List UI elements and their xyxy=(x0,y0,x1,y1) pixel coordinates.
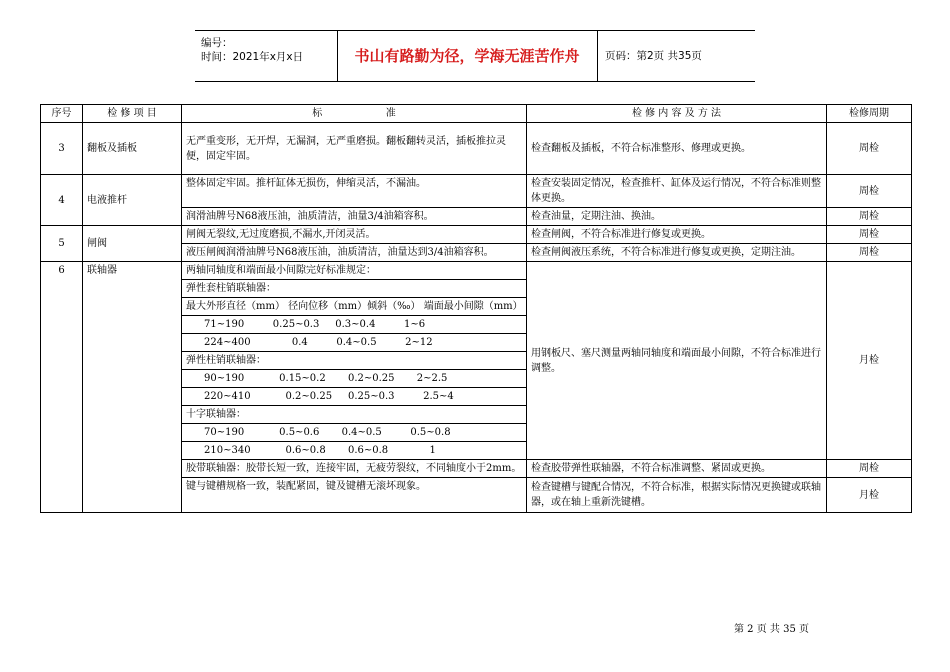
spec-line: 弹性柱销联轴器： xyxy=(182,352,527,370)
table-row xyxy=(41,262,912,280)
row-standard: 整体固定牢固。推杆缸体无损伤，伸缩灵活，不漏油。 xyxy=(182,175,527,208)
col-header-method: 检 修 内 容 及 方 法 xyxy=(527,105,827,123)
row-method: 检查油量，定期注油、换油。 xyxy=(527,208,827,226)
table-row xyxy=(41,226,912,244)
row-cycle: 周检 xyxy=(827,208,912,226)
time-label: 时间：2021年x月x日 xyxy=(201,51,304,63)
row-item: 翻板及插板 xyxy=(83,123,182,175)
col-header-no: 序号 xyxy=(41,105,83,123)
row-standard: 液压闸阀润滑油牌号N68液压油，油质清洁，油量达到3/4油箱容积。 xyxy=(182,244,527,262)
spec-line: 两轴同轴度和端面最小间隙完好标准规定： xyxy=(182,262,527,280)
row-no: 6 xyxy=(41,262,83,513)
row-method: 检查安装固定情况，检查推杆、缸体及运行情况，不符合标准则整体更换。 xyxy=(527,175,827,208)
row-item: 电液推杆 xyxy=(83,175,182,226)
row-cycle: 周检 xyxy=(827,175,912,208)
header-motto: 书山有路勤为径，学海无涯苦作舟 xyxy=(337,31,598,81)
row-cycle: 周检 xyxy=(827,226,912,244)
row-item: 闸阀 xyxy=(83,226,182,262)
row-method: 检查键槽与键配合情况，不符合标准，根据实际情况更换键或联轴器，或在轴上重新洗键槽。 xyxy=(527,478,827,513)
table-row xyxy=(41,123,912,175)
row-method: 检查翻板及插板，不符合标准整形、修理或更换。 xyxy=(527,123,827,175)
row-standard: 键与键槽规格一致，装配紧固，键及键槽无滚坏现象。 xyxy=(182,478,527,513)
row-item: 联轴器 xyxy=(83,262,182,513)
document-header xyxy=(195,30,755,82)
col-header-cycle: 检修周期 xyxy=(827,105,912,123)
row-method: 检查闸阀液压系统，不符合标准进行修复或更换，定期注油。 xyxy=(527,244,827,262)
row-no: 3 xyxy=(41,123,83,175)
row-method: 检查胶带弹性联轴器，不符合标准调整、紧固或更换。 xyxy=(527,460,827,478)
row-cycle: 周检 xyxy=(827,460,912,478)
spec-line: 224~400 0.4 0.4~0.5 2~12 xyxy=(182,334,527,352)
row-cycle: 月检 xyxy=(827,262,912,460)
row-standard: 胶带联轴器：胶带长短一致，连接牢固，无疲劳裂纹，不同轴度小于2mm。 xyxy=(182,460,527,478)
row-no: 4 xyxy=(41,175,83,226)
row-cycle: 周检 xyxy=(827,123,912,175)
spec-line: 十字联轴器： xyxy=(182,406,527,424)
page-footer: 第 2 页 共 35 页 xyxy=(734,624,809,635)
spec-line: 71~190 0.25~0.3 0.3~0.4 1~6 xyxy=(182,316,527,334)
spec-line: 90~190 0.15~0.2 0.2~0.25 2~2.5 xyxy=(182,370,527,388)
table-header-row xyxy=(41,105,912,123)
spec-line: 最大外形直径（mm） 径向位移（mm）倾斜（‰） 端面最小间隙（mm） xyxy=(182,298,527,316)
row-cycle: 月检 xyxy=(827,478,912,513)
col-header-standard: 标 准 xyxy=(182,105,527,123)
row-method: 检查闸阀，不符合标准进行修复或更换。 xyxy=(527,226,827,244)
spec-line: 70~190 0.5~0.6 0.4~0.5 0.5~0.8 xyxy=(182,424,527,442)
row-cycle: 周检 xyxy=(827,244,912,262)
header-page-info: 页码：第2页 共35页 xyxy=(605,50,702,62)
spec-line: 210~340 0.6~0.8 0.6~0.8 1 xyxy=(182,442,527,460)
row-standard: 润滑油牌号N68液压油，油质清洁，油量3/4油箱容积。 xyxy=(182,208,527,226)
number-label: 编号： xyxy=(201,37,233,49)
table-row xyxy=(41,175,912,208)
col-header-item: 检 修 项 目 xyxy=(83,105,182,123)
row-standard: 闸阀无裂纹,无过度磨损,不漏水,开闭灵活。 xyxy=(182,226,527,244)
maintenance-table xyxy=(40,104,912,513)
row-no: 5 xyxy=(41,226,83,262)
spec-line: 220~410 0.2~0.25 0.25~0.3 2.5~4 xyxy=(182,388,527,406)
row-method: 用钢板尺、塞尺测量两轴同轴度和端面最小间隙，不符合标准进行调整。 xyxy=(527,262,827,460)
row-standard: 无严重变形，无开焊，无漏洞，无严重磨损。翻板翻转灵活，插板推拉灵便，固定牢固。 xyxy=(182,123,527,175)
spec-line: 弹性套柱销联轴器： xyxy=(182,280,527,298)
header-meta xyxy=(195,31,338,81)
